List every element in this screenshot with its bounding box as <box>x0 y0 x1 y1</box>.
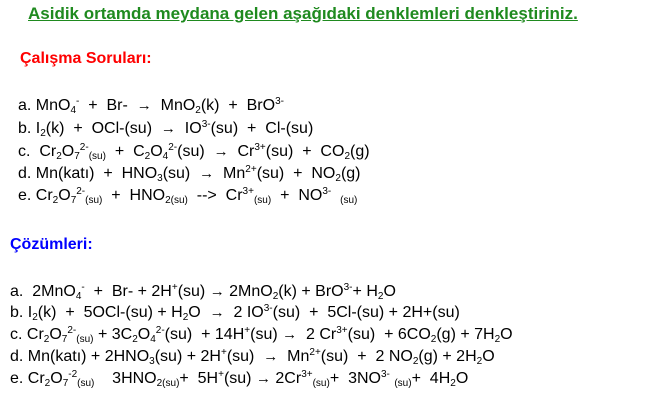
equation-text: MnO <box>151 97 196 114</box>
equation-sup: 2- <box>79 142 89 153</box>
equation-sup: + <box>171 282 178 293</box>
equation-text: --> Cr <box>187 187 243 204</box>
equation-text: O <box>455 370 469 387</box>
equation-text: + Br- + 2H <box>84 283 172 300</box>
question-d <box>18 164 361 183</box>
equation-text: (su) + 14H <box>164 326 245 343</box>
equation-sub: (su) <box>394 378 412 389</box>
equation-text: O <box>150 143 163 160</box>
equation-text: 2 Cr <box>297 326 337 343</box>
equation-sub: 2 <box>344 151 350 162</box>
equation-sub: 2 <box>476 356 483 367</box>
equation-sub: 2 <box>412 356 419 367</box>
equation-sub: 7 <box>61 334 68 345</box>
question-c <box>18 142 370 161</box>
equation-sub: 2 <box>450 378 456 389</box>
solution-e <box>10 369 468 388</box>
equation-sup: 2- <box>76 186 86 197</box>
equation-sup: + <box>220 347 227 358</box>
equation-text: (su) <box>177 143 214 160</box>
equation-text: + HNO <box>102 187 166 204</box>
equation-text: O <box>50 370 63 387</box>
equation-sub: 2 <box>32 312 38 323</box>
equation-text: O <box>61 143 75 160</box>
equation-sub: 2 <box>494 334 501 345</box>
equation-text: O <box>58 187 71 204</box>
equation-sup: + <box>218 369 224 380</box>
equation-text: a. 2MnO <box>10 283 76 300</box>
arrow-icon: → <box>255 370 271 387</box>
equation-sub: 4 <box>75 291 82 302</box>
equation-sup: 3- <box>380 369 390 380</box>
equation-text: (k) + OCl-(su) <box>45 120 161 137</box>
equation-sup: -2 <box>68 369 78 380</box>
equation-sub: 2 <box>43 334 50 345</box>
equation-text: + 3C <box>93 326 133 343</box>
equation-text: b. I <box>18 120 41 137</box>
equation-text: (k) + BrO <box>278 283 344 300</box>
arrow-icon: → <box>136 97 152 114</box>
equation-sub: 4 <box>70 105 77 116</box>
equation-text: (k) + BrO <box>200 97 276 114</box>
equation-text: Mn <box>214 165 246 182</box>
equation-sub: 2 <box>132 334 138 345</box>
equation-sub: 2(su) <box>156 378 180 389</box>
equation-text: a. MnO <box>18 97 71 114</box>
arrow-icon: → <box>199 165 215 182</box>
arrow-icon: → <box>282 326 298 343</box>
equation-text: d. Mn(katı) + HNO <box>18 165 158 182</box>
equation-text: 3HNO <box>94 370 157 387</box>
arrow-icon: → <box>209 304 225 321</box>
equation-sub: 7 <box>74 151 80 162</box>
equation-sup: 2- <box>168 142 178 153</box>
equation-text: (su) <box>250 326 283 343</box>
equation-sup: 2- <box>67 325 77 336</box>
equation-text: 2MnO <box>224 283 273 300</box>
equation-text: (su) + 2 NO <box>320 348 413 365</box>
equation-sup: 3+ <box>336 325 348 336</box>
equation-sup: + <box>244 325 251 336</box>
equation-sub: 2 <box>56 151 62 162</box>
equation-text: O <box>137 326 151 343</box>
arrow-icon: → <box>263 348 279 365</box>
equation-sub: 3 <box>149 356 155 367</box>
equation-sub: 2 <box>144 151 151 162</box>
solutions-heading: Çözümleri: <box>10 236 93 253</box>
equation-sub: 2 <box>182 312 189 323</box>
equation-text: (su) + NO <box>256 165 336 182</box>
arrow-icon: → <box>213 143 229 160</box>
question-e <box>18 186 357 205</box>
equation-text: (su) <box>162 165 200 182</box>
equation-text: e. Cr <box>10 370 45 387</box>
equation-sup: 3+ <box>254 142 266 153</box>
equation-text: (su) + Cl-(su) <box>210 120 314 137</box>
equation-text: e. Cr <box>18 187 53 204</box>
equation-text: Cr <box>228 143 255 160</box>
equation-text: O <box>188 304 210 321</box>
equation-text: 2 IO <box>224 304 264 321</box>
equation-text: d. Mn(katı) + 2HNO <box>10 348 150 365</box>
equation-sub: (su) <box>340 195 358 206</box>
equation-sup: 2- <box>155 325 165 336</box>
equation-sub: 4 <box>162 151 169 162</box>
equation-sub: 2 <box>40 128 46 139</box>
equation-text: (su) <box>177 283 210 300</box>
equation-sub: 7 <box>62 378 69 389</box>
solution-a <box>10 282 396 301</box>
equation-text: O <box>482 348 495 365</box>
equation-sub: 2 <box>195 105 201 116</box>
equation-sub: 2 <box>44 378 51 389</box>
equation-text: (k) + 5OCl-(su) + H <box>37 304 183 321</box>
equation-text: (g) <box>340 165 361 182</box>
equation-sup: - <box>81 282 85 293</box>
equation-sub: 2 <box>377 291 384 302</box>
equation-text: + 5H <box>179 370 219 387</box>
solution-b <box>10 303 460 322</box>
equation-sub: (su) <box>85 195 103 206</box>
equation-sup: 3+ <box>242 186 254 197</box>
equation-sub: 3 <box>157 173 163 184</box>
equation-text: (su) + 5Cl-(su) + 2H+(su) <box>272 304 460 321</box>
equation-sup: 2+ <box>309 347 321 358</box>
equation-text: + H <box>352 283 378 300</box>
equation-text: 2Cr <box>270 370 302 387</box>
equation-text: (su) <box>223 370 256 387</box>
equation-text: IO <box>175 120 202 137</box>
equation-sub: 2 <box>272 291 279 302</box>
equation-sub: 2 <box>430 334 437 345</box>
equation-text: (su) + CO <box>265 143 345 160</box>
equation-text: (su) <box>226 348 264 365</box>
equation-text: (g) + 2H <box>418 348 477 365</box>
equation-sub: 7 <box>70 195 77 206</box>
questions-heading: Çalışma Soruları: <box>20 50 152 67</box>
question-a <box>18 96 284 115</box>
equation-sub: (su) <box>253 195 272 206</box>
equation-sub: 2(su) <box>165 195 188 206</box>
equation-text: + NO <box>271 187 323 204</box>
equation-sub: 4 <box>150 334 156 345</box>
equation-text: O <box>500 326 513 343</box>
equation-sub: (su) <box>88 151 106 162</box>
arrow-icon: → <box>209 283 225 300</box>
equation-sup: 3+ <box>301 369 313 380</box>
equation-text: b. I <box>10 304 33 321</box>
equation-sup: 3- <box>263 303 273 314</box>
page-title: Asidik ortamda meydana gelen aşağıdaki denklemleri denkleştiriniz. <box>28 4 578 23</box>
equation-sup: 3- <box>201 119 211 130</box>
equation-sub: (su) <box>77 378 95 389</box>
equation-text: (g) <box>350 143 370 160</box>
equation-sup: 2+ <box>245 164 257 175</box>
solution-d <box>10 347 495 366</box>
question-b <box>18 119 313 138</box>
solution-c <box>10 325 513 344</box>
equation-sub: 2 <box>52 195 59 206</box>
equation-text <box>331 187 340 204</box>
arrow-icon: → <box>160 120 176 137</box>
equation-text: c. Cr <box>18 143 57 160</box>
equation-text: (su) + 6CO <box>347 326 431 343</box>
equation-text: (su) + 2H <box>154 348 221 365</box>
equation-text: O <box>383 283 396 300</box>
equation-text: O <box>49 326 62 343</box>
equation-sup: 3- <box>343 282 353 293</box>
equation-sup: - <box>76 96 80 107</box>
equation-text: c. Cr <box>10 326 44 343</box>
equation-text: + 4H <box>411 370 451 387</box>
equation-sup: 3- <box>275 96 284 107</box>
equation-text: + Br- <box>79 97 137 114</box>
equation-sub: (su) <box>312 378 330 389</box>
equation-sub: (su) <box>76 334 94 345</box>
equation-sub: 2 <box>335 173 341 184</box>
equation-text: + C <box>105 143 145 160</box>
equation-text: (g) + 7H <box>436 326 495 343</box>
equation-text: Mn <box>278 348 310 365</box>
equation-text: + 3NO <box>329 370 381 387</box>
equation-sup: 3- <box>322 186 332 197</box>
